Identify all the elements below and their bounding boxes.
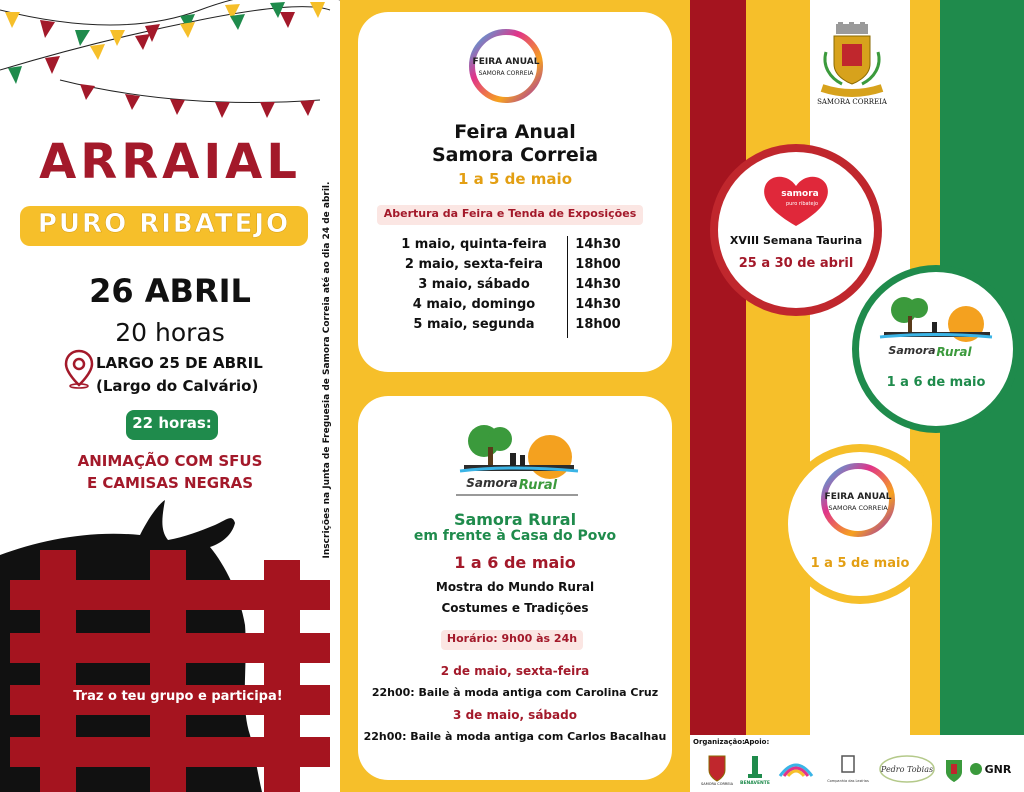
feira-title-line2: Samora Correia: [431, 144, 599, 166]
event-time: 20 horas: [115, 318, 225, 347]
schedule-time: 14h30: [575, 297, 621, 312]
schedule-day: 5 maio, segunda: [413, 317, 535, 332]
stripe-yellow-1: [746, 0, 810, 792]
semana-taurina-circle: [710, 144, 882, 316]
rural-title: Samora Rural: [453, 510, 577, 529]
event-date-2: 3 de maio, sábado: [453, 708, 577, 722]
feira-dates: 1 a 5 de maio: [458, 170, 572, 188]
event-date-1: 2 de maio, sexta-feira: [440, 664, 590, 678]
schedule-day: 2 maio, sexta-feira: [404, 257, 544, 272]
feira-logo-line1: FEIRA ANUAL: [472, 57, 540, 67]
feira-anual-logo: [461, 26, 551, 106]
companhia-sponsor-label: Companhia das Lezírias: [827, 779, 869, 783]
semana-taurina-name: XVIII Semana Taurina: [729, 234, 863, 247]
rural-dates: 1 a 6 de maio: [454, 553, 576, 572]
rural-hours-label: Horário: 9h00 às 24h: [446, 632, 578, 645]
samora-sponsor-label: SAMORA CORREIA: [701, 782, 733, 786]
semana-taurina-dates: 25 a 30 de abril: [738, 256, 854, 271]
animation-line-2: E CAMISAS NEGRAS: [86, 474, 254, 492]
pedro-tobias-label: Pedro Tobias: [880, 765, 934, 774]
feira-circle-logo-line2: SAMORA CORREIA: [828, 504, 888, 512]
heraldic-sponsor-logo: [942, 752, 966, 786]
samora-rural-circle-dates: 1 a 6 de maio: [886, 375, 986, 390]
event-title: ARRAIAL: [39, 134, 301, 190]
rural-logo-line2: Rural: [518, 478, 558, 493]
location-alias: (Largo do Calvário): [96, 377, 259, 395]
call-to-action: Traz o teu grupo e participa!: [73, 689, 283, 704]
gnr-sponsor-logo: [968, 752, 1016, 786]
feira-logo-line2: SAMORA CORREIA: [478, 70, 534, 77]
support-label: Apoio:: [744, 738, 770, 746]
event-description-2: 22h00: Baile à moda antiga com Carlos Bacalhau: [363, 730, 667, 743]
rural-description-1: Mostra do Mundo Rural: [435, 580, 595, 594]
event-description-1: 22h00: Baile à moda antiga com Carolina Cruz: [371, 686, 659, 699]
event-subtitle: PURO RIBATEJO: [37, 209, 291, 239]
schedule-day: 1 maio, quinta-feira: [401, 237, 547, 252]
registration-note-text: Inscrições na Junta de Freguesia de Samora Correia até ao dia 24 de abril.: [322, 181, 332, 559]
samora-rural-circle-logo: [874, 292, 998, 364]
event-date: 26 ABRIL: [89, 272, 251, 310]
schedule-time: 14h30: [575, 277, 621, 292]
rural-circle-logo-line2: Rural: [936, 345, 972, 359]
samora-correia-sponsor-logo: [700, 752, 734, 786]
schedule-time: 18h00: [575, 317, 621, 332]
pedro-tobias-sponsor-logo: [878, 752, 936, 786]
benavente-sponsor-logo: [738, 752, 772, 786]
ri-sponsor-logo: [776, 752, 816, 786]
bull-fence-illustration: [0, 495, 340, 792]
animation-line-1: ANIMAÇÃO COM SFUS: [77, 452, 263, 470]
feira-title-line1: Feira Anual: [454, 121, 576, 143]
registration-note: [321, 180, 333, 560]
taurina-logo-line1: samora: [781, 189, 819, 199]
organization-label: Organização:: [693, 738, 745, 746]
rural-logo-line1: Samora: [466, 476, 518, 490]
stripe-red-1: [690, 0, 746, 792]
taurina-logo-line2: puro ribatejo: [785, 201, 819, 207]
companhia-lezirias-sponsor-logo: [826, 752, 870, 786]
location-name: LARGO 25 DE ABRIL: [96, 354, 263, 372]
samora-correia-crest: [812, 22, 892, 108]
hours-badge-label: 22 horas:: [132, 414, 212, 432]
crest-label: SAMORA CORREIA: [817, 98, 887, 106]
gnr-label: GNR: [984, 763, 1012, 776]
schedule-time: 14h30: [575, 237, 621, 252]
schedule-day: 4 maio, domingo: [412, 297, 536, 312]
feira-opening-label: Abertura da Feira e Tenda de Exposições: [383, 207, 637, 220]
benavente-sponsor-label: BENAVENTE: [740, 781, 770, 786]
semana-taurina-logo: [758, 172, 834, 230]
feira-anual-circle-dates: 1 a 5 de maio: [810, 556, 910, 571]
schedule-day: 3 maio, sábado: [418, 277, 530, 292]
rural-circle-logo-line1: Samora: [888, 344, 936, 357]
schedule-time: 18h00: [575, 257, 621, 272]
feira-circle-logo-line1: FEIRA ANUAL: [824, 492, 892, 502]
samora-rural-logo: [452, 419, 582, 499]
bunting-decoration: [0, 0, 340, 125]
location-pin-icon: [64, 349, 94, 389]
rural-description-2: Costumes e Tradições: [441, 601, 589, 615]
feira-anual-circle-logo: [810, 460, 906, 540]
rural-subtitle: em frente à Casa do Povo: [413, 528, 617, 544]
stripe-yellow-thin: [806, 0, 810, 792]
